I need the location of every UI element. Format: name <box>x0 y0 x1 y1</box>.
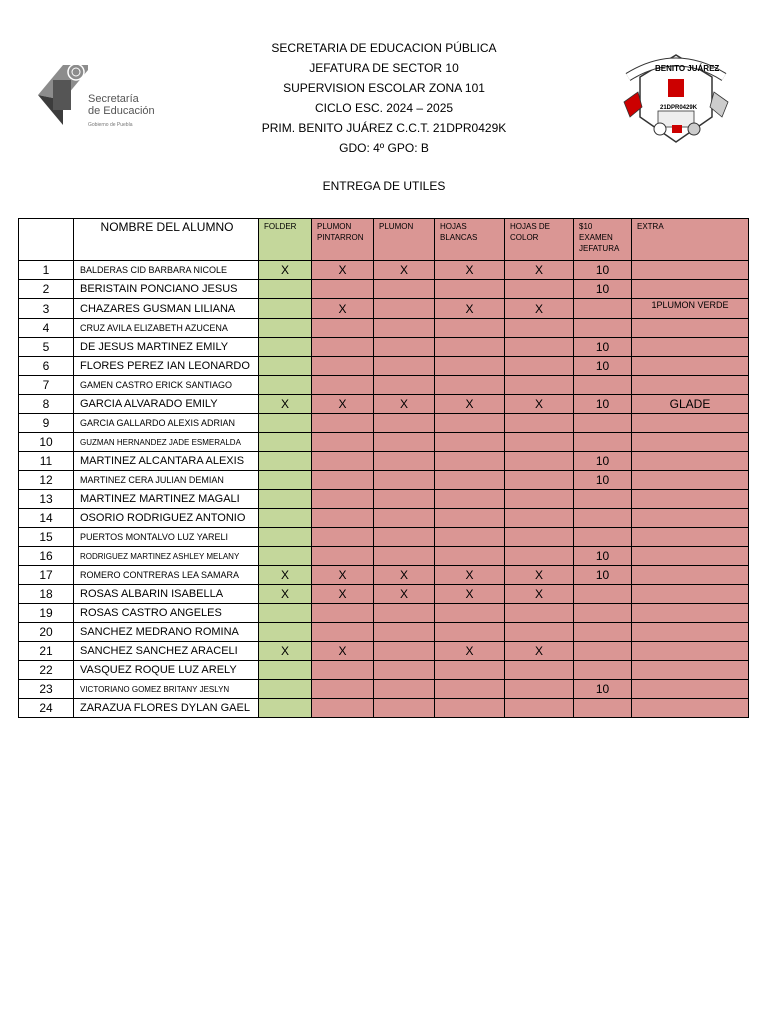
folder-cell <box>259 604 312 623</box>
student-name: ROSAS CASTRO ANGELES <box>74 604 259 623</box>
col-header-folder: FOLDER <box>259 219 312 261</box>
document-subtitle: ENTREGA DE UTILES <box>322 179 446 193</box>
row-number: 5 <box>19 338 74 357</box>
student-name: ROSAS ALBARIN ISABELLA <box>74 585 259 604</box>
table-row <box>19 376 749 395</box>
folder-cell <box>259 623 312 642</box>
folder-cell <box>259 528 312 547</box>
examen-cell <box>574 509 632 528</box>
examen-cell: 10 <box>574 547 632 566</box>
hojas-color-cell: X <box>505 395 574 414</box>
student-name: CRUZ AVILA ELIZABETH AZUCENA <box>74 319 259 338</box>
student-name: PUERTOS MONTALVO LUZ YARELI <box>74 528 259 547</box>
examen-cell <box>574 319 632 338</box>
student-name: ZARAZUA FLORES DYLAN GAEL <box>74 699 259 718</box>
row-number: 15 <box>19 528 74 547</box>
row-number: 3 <box>19 299 74 319</box>
school-crest-logo <box>620 47 732 147</box>
row-number: 17 <box>19 566 74 585</box>
plumon-cell: X <box>374 395 435 414</box>
plumon-cell <box>374 680 435 699</box>
hojas-color-cell <box>505 604 574 623</box>
extra-cell <box>632 280 749 299</box>
table-row <box>19 604 749 623</box>
hojas-color-cell <box>505 699 574 718</box>
hojas-color-cell: X <box>505 299 574 319</box>
extra-cell <box>632 623 749 642</box>
row-number: 18 <box>19 585 74 604</box>
student-name: VASQUEZ ROQUE LUZ ARELY <box>74 661 259 680</box>
plumon-pintarron-cell <box>312 433 374 452</box>
hojas-color-cell: X <box>505 642 574 661</box>
hojas-color-cell <box>505 623 574 642</box>
row-number: 12 <box>19 471 74 490</box>
extra-cell <box>632 490 749 509</box>
extra-cell <box>632 604 749 623</box>
row-number: 11 <box>19 452 74 471</box>
extra-cell <box>632 642 749 661</box>
student-name: FLORES PEREZ IAN LEONARDO <box>74 357 259 376</box>
examen-cell: 10 <box>574 471 632 490</box>
hojas-color-cell <box>505 509 574 528</box>
hojas-color-cell: X <box>505 585 574 604</box>
row-number: 21 <box>19 642 74 661</box>
student-name: MARTINEZ ALCANTARA ALEXIS <box>74 452 259 471</box>
col-header-hojas-blancas: HOJAS BLANCAS <box>435 219 505 261</box>
hojas-color-cell <box>505 357 574 376</box>
folder-cell <box>259 490 312 509</box>
plumon-pintarron-cell <box>312 414 374 433</box>
hojas-color-cell <box>505 680 574 699</box>
hojas-color-cell <box>505 280 574 299</box>
student-name: VICTORIANO GOMEZ BRITANY JESLYN <box>74 680 259 699</box>
student-name: GAMEN CASTRO ERICK SANTIAGO <box>74 376 259 395</box>
hojas-blancas-cell <box>435 414 505 433</box>
hojas-blancas-cell: X <box>435 299 505 319</box>
hojas-color-cell <box>505 338 574 357</box>
table-row <box>19 280 749 299</box>
extra-cell: 1PLUMON VERDE <box>632 299 749 319</box>
plumon-pintarron-cell <box>312 528 374 547</box>
folder-cell <box>259 414 312 433</box>
examen-cell <box>574 414 632 433</box>
plumon-pintarron-cell <box>312 280 374 299</box>
table-row <box>19 547 749 566</box>
extra-cell <box>632 566 749 585</box>
hojas-color-cell <box>505 433 574 452</box>
student-name: ROMERO CONTRERAS LEA SAMARA <box>74 566 259 585</box>
row-number: 10 <box>19 433 74 452</box>
hojas-blancas-cell <box>435 471 505 490</box>
logo-left-text-2: de Educación <box>88 105 155 117</box>
folder-cell: X <box>259 395 312 414</box>
plumon-cell <box>374 319 435 338</box>
row-number: 19 <box>19 604 74 623</box>
table-row <box>19 566 749 585</box>
header-line-5: PRIM. BENITO JUÁREZ C.C.T. 21DPR0429K <box>261 121 507 135</box>
folder-cell <box>259 280 312 299</box>
header-line-3: SUPERVISION ESCOLAR ZONA 101 <box>283 81 485 95</box>
table-row <box>19 433 749 452</box>
student-name: RODRIGUEZ MARTINEZ ASHLEY MELANY <box>74 547 259 566</box>
extra-cell <box>632 433 749 452</box>
student-name: GARCIA GALLARDO ALEXIS ADRIAN <box>74 414 259 433</box>
hojas-blancas-cell <box>435 547 505 566</box>
examen-cell <box>574 604 632 623</box>
examen-cell <box>574 642 632 661</box>
hojas-blancas-cell: X <box>435 642 505 661</box>
student-name: OSORIO RODRIGUEZ ANTONIO <box>74 509 259 528</box>
col-header-name: NOMBRE DEL ALUMNO <box>74 219 259 261</box>
hojas-blancas-cell: X <box>435 566 505 585</box>
table-row <box>19 395 749 414</box>
plumon-cell: X <box>374 585 435 604</box>
plumon-pintarron-cell <box>312 509 374 528</box>
hojas-blancas-cell <box>435 699 505 718</box>
row-number: 23 <box>19 680 74 699</box>
student-name: MARTINEZ MARTINEZ MAGALI <box>74 490 259 509</box>
hojas-blancas-cell <box>435 338 505 357</box>
row-number: 9 <box>19 414 74 433</box>
folder-cell <box>259 433 312 452</box>
plumon-cell <box>374 547 435 566</box>
extra-cell <box>632 357 749 376</box>
extra-cell <box>632 471 749 490</box>
hojas-blancas-cell <box>435 680 505 699</box>
examen-cell: 10 <box>574 395 632 414</box>
extra-cell <box>632 319 749 338</box>
table-row <box>19 661 749 680</box>
examen-cell: 10 <box>574 261 632 280</box>
table-row <box>19 528 749 547</box>
plumon-cell <box>374 414 435 433</box>
plumon-cell <box>374 604 435 623</box>
table-row <box>19 319 749 338</box>
plumon-cell <box>374 642 435 661</box>
table-row <box>19 680 749 699</box>
row-number: 7 <box>19 376 74 395</box>
extra-cell <box>632 509 749 528</box>
plumon-cell <box>374 452 435 471</box>
examen-cell: 10 <box>574 566 632 585</box>
hojas-blancas-cell: X <box>435 261 505 280</box>
student-name: GARCIA ALVARADO EMILY <box>74 395 259 414</box>
hojas-color-cell <box>505 452 574 471</box>
extra-cell <box>632 661 749 680</box>
folder-cell: X <box>259 261 312 280</box>
plumon-cell <box>374 490 435 509</box>
student-name: MARTINEZ CERA JULIAN DEMIAN <box>74 471 259 490</box>
col-header-plumon-pintarron: PLUMON PINTARRON <box>312 219 374 261</box>
hojas-color-cell <box>505 414 574 433</box>
examen-cell <box>574 490 632 509</box>
row-number: 24 <box>19 699 74 718</box>
supplies-table <box>18 218 749 718</box>
folder-cell: X <box>259 585 312 604</box>
hojas-blancas-cell <box>435 604 505 623</box>
extra-cell <box>632 376 749 395</box>
hojas-blancas-cell <box>435 452 505 471</box>
folder-cell <box>259 376 312 395</box>
folder-cell <box>259 471 312 490</box>
plumon-pintarron-cell: X <box>312 566 374 585</box>
plumon-cell <box>374 623 435 642</box>
plumon-pintarron-cell <box>312 680 374 699</box>
plumon-pintarron-cell <box>312 338 374 357</box>
table-row <box>19 357 749 376</box>
hojas-blancas-cell <box>435 509 505 528</box>
col-header-examen: $10 EXAMEN JEFATURA <box>574 219 632 261</box>
examen-cell <box>574 433 632 452</box>
plumon-pintarron-cell <box>312 319 374 338</box>
extra-cell <box>632 261 749 280</box>
folder-cell <box>259 680 312 699</box>
table-row <box>19 642 749 661</box>
plumon-pintarron-cell: X <box>312 585 374 604</box>
table-row <box>19 452 749 471</box>
col-header-extra: EXTRA <box>632 219 749 261</box>
examen-cell <box>574 585 632 604</box>
plumon-pintarron-cell <box>312 471 374 490</box>
examen-cell: 10 <box>574 680 632 699</box>
table-row <box>19 414 749 433</box>
hojas-blancas-cell <box>435 357 505 376</box>
plumon-cell <box>374 699 435 718</box>
plumon-pintarron-cell <box>312 490 374 509</box>
hojas-color-cell <box>505 661 574 680</box>
hojas-blancas-cell <box>435 528 505 547</box>
hojas-color-cell: X <box>505 261 574 280</box>
col-header-plumon: PLUMON <box>374 219 435 261</box>
header-line-6: GDO: 4º GPO: B <box>339 141 429 155</box>
row-number: 8 <box>19 395 74 414</box>
plumon-cell <box>374 299 435 319</box>
hojas-blancas-cell: X <box>435 395 505 414</box>
table-row <box>19 509 749 528</box>
hojas-blancas-cell <box>435 319 505 338</box>
hojas-color-cell: X <box>505 566 574 585</box>
hojas-color-cell <box>505 471 574 490</box>
header-line-4: CICLO ESC. 2024 – 2025 <box>314 101 454 115</box>
extra-cell <box>632 585 749 604</box>
folder-cell <box>259 699 312 718</box>
examen-cell <box>574 699 632 718</box>
row-number: 6 <box>19 357 74 376</box>
examen-cell: 10 <box>574 357 632 376</box>
row-number: 1 <box>19 261 74 280</box>
hojas-blancas-cell: X <box>435 585 505 604</box>
crest-banner-text: BENITO JUÁREZ <box>655 64 720 73</box>
row-number: 20 <box>19 623 74 642</box>
plumon-pintarron-cell <box>312 699 374 718</box>
hojas-blancas-cell <box>435 376 505 395</box>
student-name: DE JESUS MARTINEZ EMILY <box>74 338 259 357</box>
folder-cell: X <box>259 642 312 661</box>
plumon-cell <box>374 661 435 680</box>
table-header-row <box>19 219 749 261</box>
col-header-number <box>19 219 74 261</box>
crest-code-text: 21DPR0429K <box>660 105 698 111</box>
table-row <box>19 585 749 604</box>
plumon-cell <box>374 357 435 376</box>
row-number: 2 <box>19 280 74 299</box>
header-line-1: SECRETARIA DE EDUCACION PÚBLICA <box>271 41 497 55</box>
folder-cell <box>259 509 312 528</box>
examen-cell <box>574 623 632 642</box>
plumon-cell <box>374 338 435 357</box>
plumon-cell <box>374 433 435 452</box>
extra-cell: GLADE <box>632 395 749 414</box>
hojas-color-cell <box>505 528 574 547</box>
folder-cell <box>259 547 312 566</box>
table-row <box>19 338 749 357</box>
examen-cell <box>574 661 632 680</box>
row-number: 13 <box>19 490 74 509</box>
row-number: 16 <box>19 547 74 566</box>
plumon-cell: X <box>374 566 435 585</box>
row-number: 22 <box>19 661 74 680</box>
table-row <box>19 699 749 718</box>
student-name: SANCHEZ MEDRANO ROMINA <box>74 623 259 642</box>
plumon-cell <box>374 471 435 490</box>
plumon-pintarron-cell <box>312 452 374 471</box>
hojas-color-cell <box>505 490 574 509</box>
hojas-blancas-cell <box>435 433 505 452</box>
folder-cell <box>259 357 312 376</box>
hojas-blancas-cell <box>435 623 505 642</box>
plumon-cell <box>374 280 435 299</box>
plumon-pintarron-cell: X <box>312 299 374 319</box>
examen-cell <box>574 299 632 319</box>
plumon-pintarron-cell <box>312 604 374 623</box>
hojas-color-cell <box>505 376 574 395</box>
logo-left-text-3: Gobierno de Puebla <box>88 122 133 128</box>
student-name: BALDERAS CID BARBARA NICOLE <box>74 261 259 280</box>
examen-cell: 10 <box>574 452 632 471</box>
examen-cell: 10 <box>574 338 632 357</box>
examen-cell <box>574 376 632 395</box>
extra-cell <box>632 338 749 357</box>
plumon-cell <box>374 509 435 528</box>
header-line-2: JEFATURA DE SECTOR 10 <box>309 61 459 75</box>
hojas-blancas-cell <box>435 280 505 299</box>
table-row <box>19 471 749 490</box>
plumon-cell <box>374 376 435 395</box>
table-row <box>19 490 749 509</box>
row-number: 4 <box>19 319 74 338</box>
plumon-pintarron-cell <box>312 623 374 642</box>
plumon-pintarron-cell: X <box>312 642 374 661</box>
hojas-blancas-cell <box>435 661 505 680</box>
plumon-pintarron-cell <box>312 547 374 566</box>
plumon-pintarron-cell <box>312 357 374 376</box>
plumon-pintarron-cell: X <box>312 261 374 280</box>
examen-cell: 10 <box>574 280 632 299</box>
examen-cell <box>574 528 632 547</box>
col-header-hojas-color: HOJAS DE COLOR <box>505 219 574 261</box>
extra-cell <box>632 699 749 718</box>
folder-cell <box>259 661 312 680</box>
plumon-pintarron-cell <box>312 661 374 680</box>
row-number: 14 <box>19 509 74 528</box>
plumon-pintarron-cell: X <box>312 395 374 414</box>
student-name: SANCHEZ SANCHEZ ARACELI <box>74 642 259 661</box>
folder-cell <box>259 338 312 357</box>
folder-cell <box>259 319 312 338</box>
extra-cell <box>632 414 749 433</box>
hojas-color-cell <box>505 319 574 338</box>
hojas-color-cell <box>505 547 574 566</box>
folder-cell <box>259 299 312 319</box>
extra-cell <box>632 452 749 471</box>
extra-cell <box>632 528 749 547</box>
hojas-blancas-cell <box>435 490 505 509</box>
student-name: GUZMAN HERNANDEZ JADE ESMERALDA <box>74 433 259 452</box>
table-row <box>19 261 749 280</box>
plumon-cell: X <box>374 261 435 280</box>
logo-left-text-1: Secretaría <box>88 93 139 105</box>
student-name: CHAZARES GUSMAN LILIANA <box>74 299 259 319</box>
extra-cell <box>632 547 749 566</box>
plumon-cell <box>374 528 435 547</box>
folder-cell: X <box>259 566 312 585</box>
plumon-pintarron-cell <box>312 376 374 395</box>
table-row <box>19 299 749 319</box>
table-row <box>19 623 749 642</box>
extra-cell <box>632 680 749 699</box>
student-name: BERISTAIN PONCIANO JESUS <box>74 280 259 299</box>
folder-cell <box>259 452 312 471</box>
